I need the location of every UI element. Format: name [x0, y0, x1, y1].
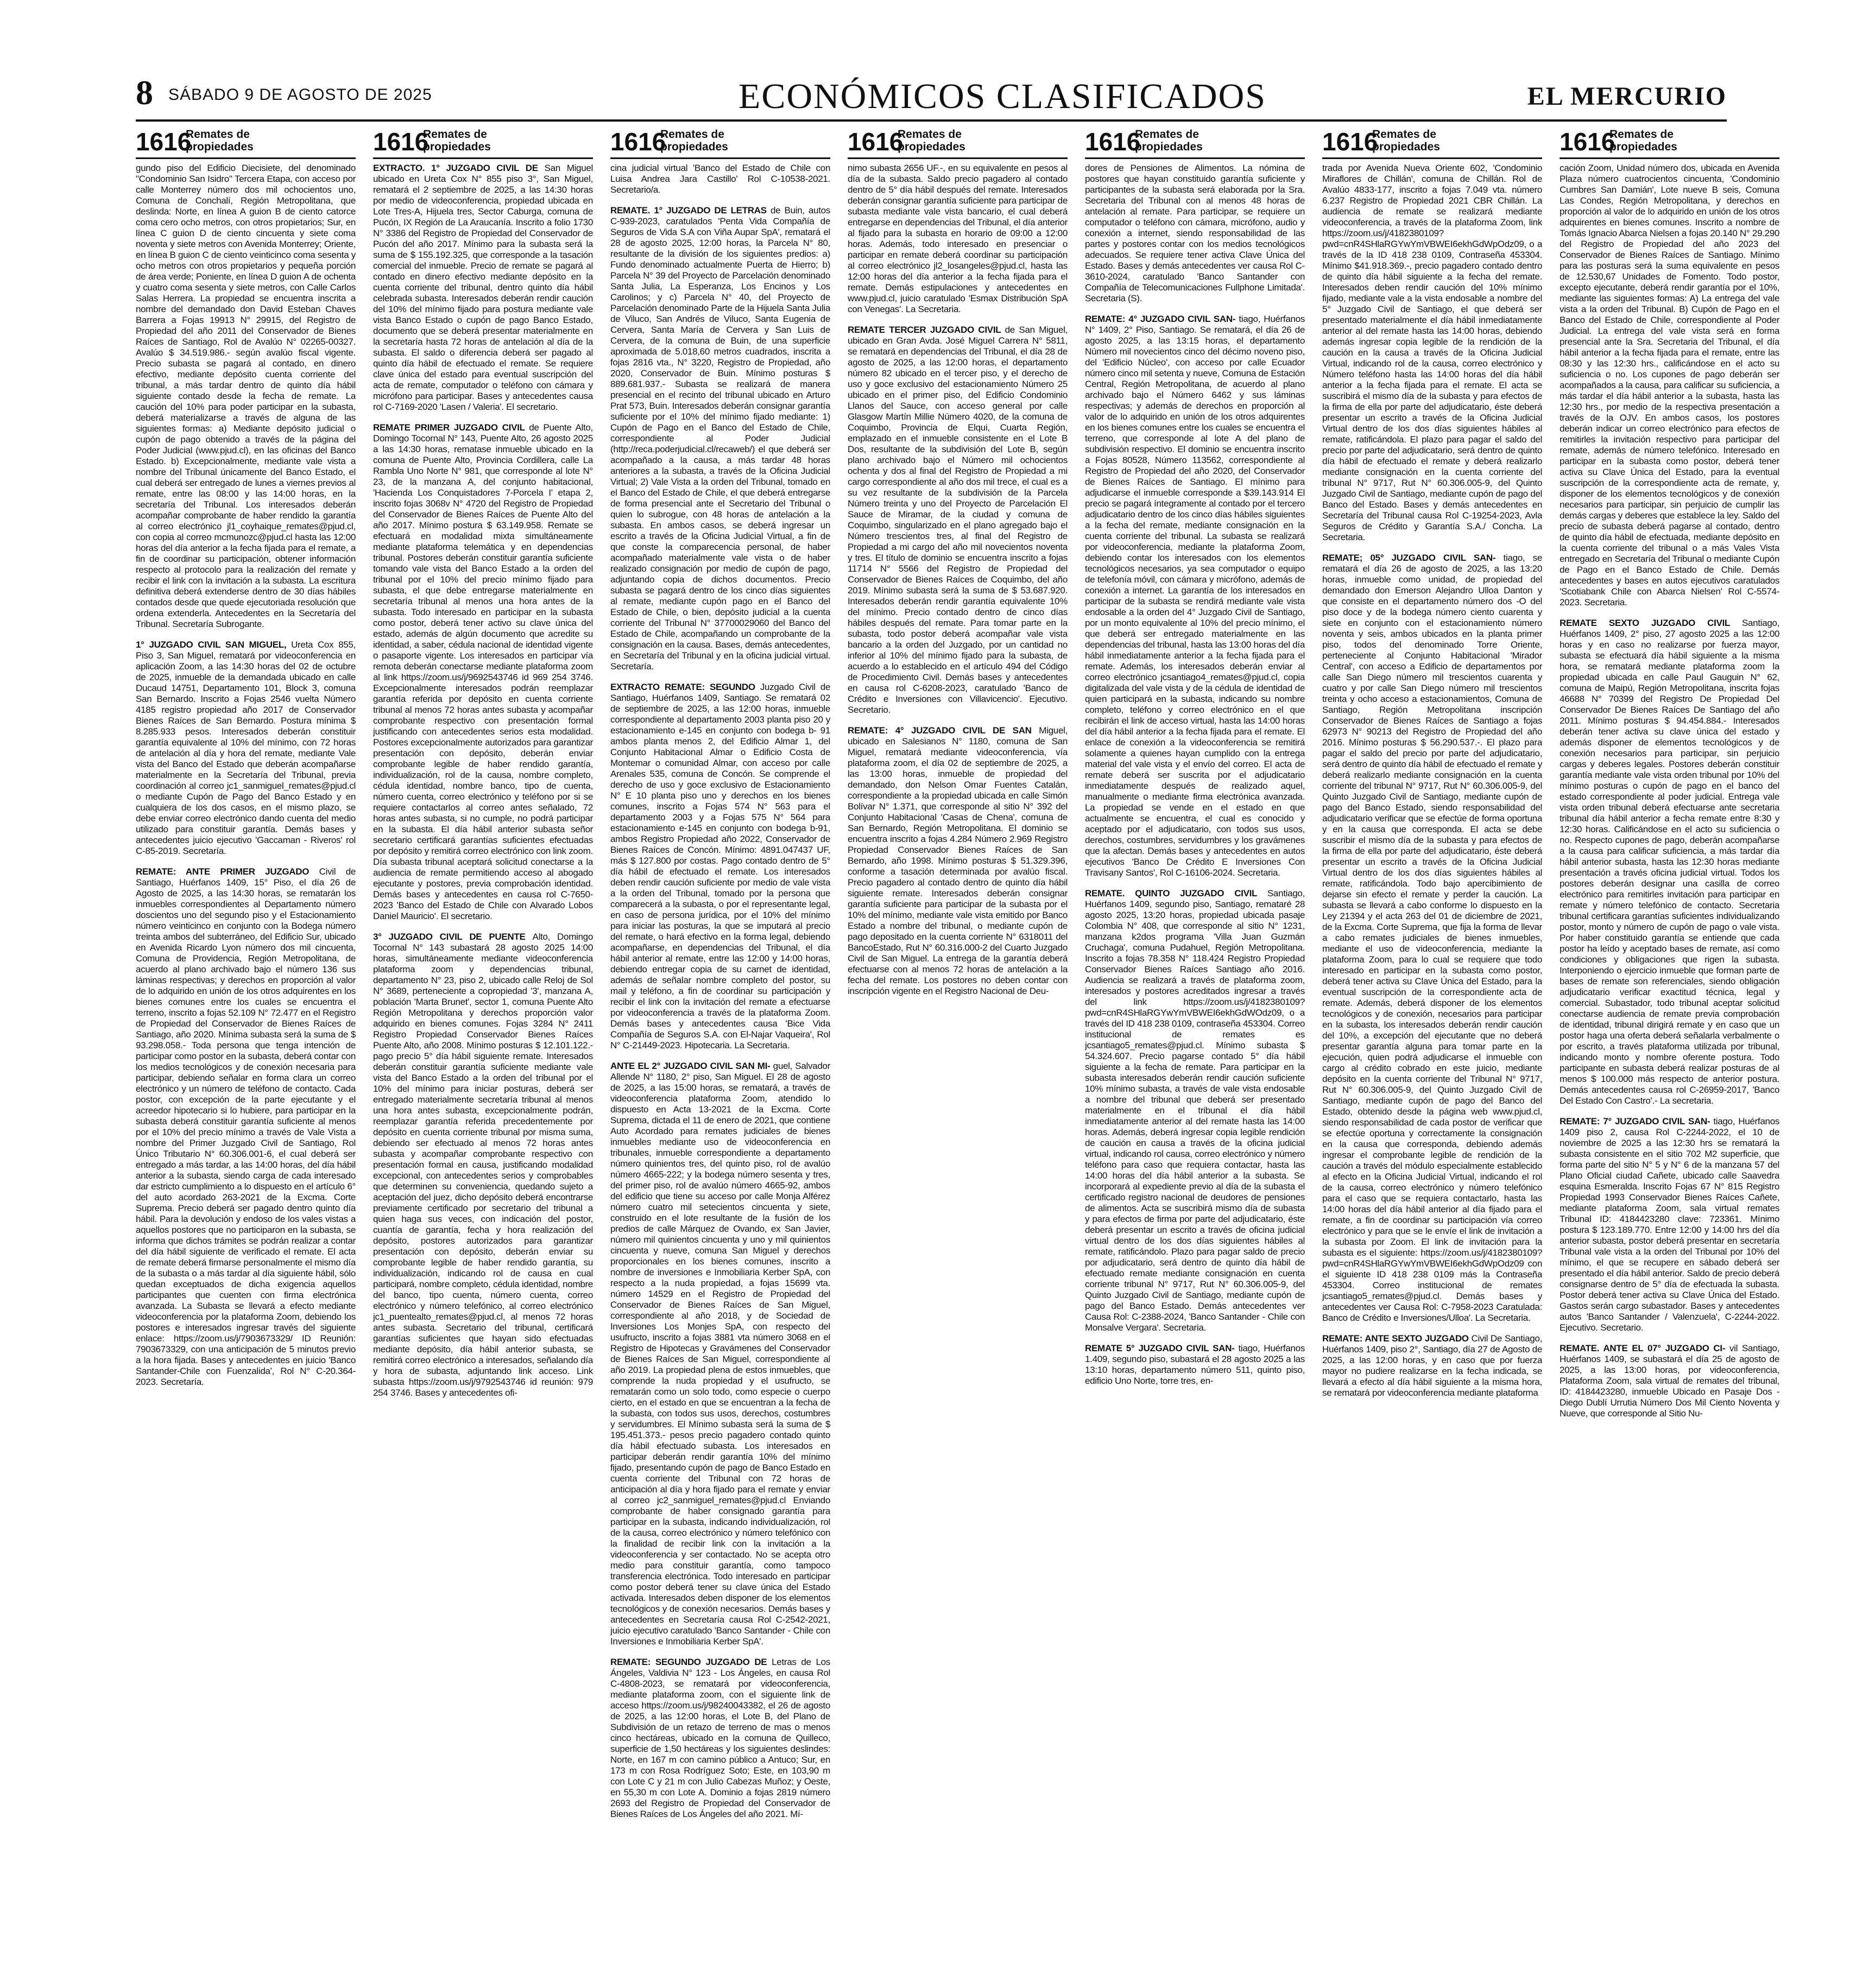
classified-notice [1560, 1116, 1779, 1333]
classified-notice [848, 725, 1068, 997]
notice-body: Santiago, Huérfanos 1409, segundo piso, Santiago, remataré 28 agosto 2025, 13:20 horas, propiedad ubicada pasaje Colombia N° 408, que corresponde al sitio N° 1231, manzana k2dos programa 'Villa Juan Guzmán Cruchaga', comuna Pudahuel, Región Metropolitana. Inscrito a fojas 78.358 N° 118.424 Registro Propiedad Conservador Bienes Raíces Santiago año 2016. Audiencia se realizará a través de plataforma zoom, interesados y postores acreditados ingresar a través del link https://zoom.us/j/4182380109?pwd=cnR4SHlaRGYwYmVBWEI6ekhGdWOdz09, o a través del ID 418 238 0109, contraseña 453304. Correo institucional de remates es jcsantiago5_remates@pjud.cl. Mínimo subasta $ 54.324.607. Precio pagarse contado 5° día hábil siguiente a la fecha de remate. Para participar en la subasta interesados deberán rendir caución suficiente 10% mínimo subasta, a través de vale vista endosable a nombre del tribunal que deberá ser presentado materialmente en el tribunal el día hábil inmediatamente anterior al del remate hasta las 14:00 horas. Además, deberá ingresar copia legible rendición de caución en causa a través de la oficina judicial virtual, indicando rol causa, correo electrónico y número teléfono para caso que requiera contactar, hasta las 14:00 horas del día hábil anterior a la subasta. Se incorporará al expediente previo al día de la subasta el certificado registro nacional de deudores de pensiones de alimentos. Acta se suscribirá mismo día de subasta y para efectos de firma por parte del adjudicatario, éste deberá presentar un escrito a través de oficina judicial virtual dentro de los dos días siguientes hábiles al remate, ratificándolo. Plazo para pagar saldo de precio por adjudicatario, será dentro de quinto día hábil de efectuado remate mediante consignación en cuenta corriente tribunal N° 9717, Rut N° 60.306.005-9, del Quinto Juzgado Civil de Santiago, mediante cupón de pago del Banco Estado. Demás antecedentes ver Causa Rol: C-2388-2024, 'Banco Santander - Chile con Monsalve Vergara'. Secretaria. [1085, 888, 1305, 1333]
masthead [136, 71, 1727, 122]
notice-body: Ureta Cox 855, Piso 3, San Miguel, rematará por videoconferencia en aplicación Zoom, a las 14:30 horas del 02 de octubre de 2025, inmueble de la demandada ubicado en calle Ducaud 14751, Departamento 101, Block 3, comuna San Bernardo. Inscrito a Fojas 2546 vuelta Número 4185 registro propiedad año 2017 de Conservador Bienes Raíces de San Bernardo. Postura mínima $ 8.285.933 pesos. Interesados deberán constituir garantía equivalente al 10% del mínimo, con 72 horas de antelación al día y hora del remate, mediante Vale vista del Banco del Estado que deberán acompañarse materialmente en la Secretaría del Tribunal, previa coordinación al correo jc1_sanmiguel_remates@pjud.cl o mediante Cupón de Pago del Banco Estado y en cualquiera de los dos casos, en el mismo plazo, se debe enviar correo electrónico dando cuenta del medio utilizado para constituir garantía. Demás bases y antecedentes juicio ejecutivo 'Gaccaman - Riveros' rol C-85-2019. Secretaría. [136, 640, 356, 856]
text-column [136, 163, 356, 1976]
notice-heading: REMATE SEXTO JUZGADO CIVIL [1560, 618, 1742, 628]
notice-heading: EXTRACTO REMATE: SEGUNDO [610, 682, 760, 692]
category-label: Remates de propiedades [423, 128, 491, 153]
section-title: ECONÓMICOS CLASIFICADOS [739, 77, 1266, 116]
classified-notice [1560, 1343, 1779, 1419]
classified-notice [136, 866, 356, 1388]
notice-body: de Puente Alto, Domingo Tocornal N° 143, Puente Alto, 26 agosto 2025 a las 14:30 horas, rematase inmueble ubicado en la comuna de Puente Alto, Provincia Cordillera, calle La Rambla Uno Norte N° 981, que corresponde al lote N° 23, de la manzana A, del conjunto habitacional, 'Hacienda Los Conquistadores 7-Porcela I' etapa 2, inscrito fojas 3068v N° 4720 del Registro de Propiedad del Conservador de Bienes Raíces de Puente Alto del año 2017. Mínimo postura $ 63.149.958. Remate se efectuará en modalidad mixta simultáneamente mediante plataforma telemática y en dependencias tribunal. Postores deberán constituir garantía suficiente tomando vale vista del Banco Estado a la orden del tribunal por el 10% del precio mínimo fijado para subasta, el que debe entregarse materialmente en secretaría tribunal al menos una hora antes de la subasta. Todo interesado en participar en la subasta como postor, deberá tener activo su clave única del estado, además de algún documento que acredite su identidad, a saber, cédula nacional de identidad vigente o pasaporte vigente. Los interesados en participar vía remota deberán conectarse mediante plataforma zoom al link https://zoom.us/j/9692543746 id 969 254 3746. Excepcionalmente interesados podrán reemplazar garantía referida por depósito en cuenta corriente tribunal al menos 72 horas antes subasta y acompañar comprobante respectivo con presentación formal justificando con antecedentes serios esta modalidad. Postores excepcionalmente autorizados para garantizar presentación con depósito, deberán enviar comprobante legible de haber rendido garantía, individualización, rol de la causa, nombre completo, cédula identidad, nombre banco, tipo de cuenta, número cuenta, correo electrónico y teléfono por si se requiere contactarlos al correo antes señalado, 72 horas antes subasta, si no cumple, no podrá participar en la subasta. El día hábil anterior subasta señor secretario certificará garantías suficientes efectuadas por depósito y remitirá correo electrónico con link zoom. Día subasta tribunal aceptará solicitud conectarse a la audiencia de remate permitiendo acceso al abogado ejecutante y postores, previa comprobación identidad. Demás bases y antecedentes en causa rol C-7650-2023 'Banco del Estado de Chile con Alvarado Lobos Daniel Mauricio'. El secretario. [373, 422, 593, 921]
classified-notice [1560, 163, 1779, 608]
text-column [373, 163, 593, 1976]
column-header [1560, 126, 1779, 159]
column-header [373, 126, 593, 159]
notice-body: Juzgado Civil de Santiago, Huérfanos 1409, Santiago. Se rematará 02 de septiembre de 2025, a las 12:00 horas, inmueble correspondiente al departamento 2003 planta piso 20 y estacionamiento e-145 en conjunto con bodega b- 91 ambos planta menos 2, del Edificio Almar 1, del Conjunto Habitacional Almar o Edificio Costa de Montemar o comunidad Almar, con acceso por calle Arenales 535, comuna de Concón. Se comprende el derecho de uso y goce exclusivo de Estacionamiento N° E 10 planta piso uno y derechos en los bienes comunes, inscrito a Fojas 574 N° 563 para el departamento 2003 y a Fojas 575 N° 564 para estacionamiento e-145 en conjunto con bodega b-91, ambos Registro Propiedad año 2022, Conservador de Bienes Raíces de Concón. Mínimo: 4891.047437 UF, más $ 127.800 por costas. Pago contado dentro de 5° día hábil de efectuado el remate. Los interesados deben rendir caución suficiente por medio de vale vista a la orden del Tribunal, tomado por la persona que comparecerá a la subasta, o por el representante legal, en caso de persona jurídica, por el 10% del mínimo para iniciar las posturas, la que se imputará al precio del remate, o hará efectivo en la forma legal, debiendo acompañarse, en dependencias del Tribunal, el día hábil anterior al remate, entre las 12:00 y 14:00 horas, debiendo entregar copia de su carnet de identidad, además de señalar nombre completo del postor, su mail y teléfono, a fin de coordinar su participación y recibir el link con la invitación del remate a efectuarse por videoconferencia a través de la plataforma Zoom. Demás bases y antecedentes causa 'Bice Vida Compañía de Seguros S.A. con El-Najar Vaqueira', Rol N° C-21449-2023. Hipotecaria. La Secretaria. [610, 682, 830, 1050]
classified-notice [373, 163, 593, 413]
category-code: 1616 [1322, 128, 1378, 156]
text-column [1085, 163, 1305, 1976]
notice-heading: REMATE: 7° JUZGADO CIVIL SAN- [1560, 1116, 1714, 1126]
notice-body: Miguel, ubicado en Salesianos N° 1180, comuna de San Miguel, rematará mediante videoconferencia, vía plataforma zoom, el día 02 de septiembre de 2025, a las 13:00 horas, inmueble de propiedad del demandado, don Nelson Omar Fuentes Catalán, correspondiente a la propiedad ubicada en calle Simón Bolívar N° 1.371, que corresponde al sitio N° 392 del Conjunto Habitacional 'Casas de Chena', comuna de San Bernardo, Región Metropolitana. El dominio se encuentra inscrito a fojas 4.284 Número 2.969 Registro Propiedad Conservador Bienes Raíces de San Bernardo, año 1998. Mínimo posturas $ 51.329.396, conforme a tasación determinada por avalúo fiscal. Precio pagadero al contado dentro de quinto día hábil siguiente remate. Interesados deberán consignar garantía suficiente para participar de la subasta por el 10% del mínimo, mediante vale vista emitido por Banco Estado a nombre del tribunal, o mediante cupón de pago depositado en la cuenta corriente N° 6318011 del BancoEstado, Rut N° 60.316.000-2 del Cuarto Juzgado Civil de San Miguel. La entrega de la garantía deberá efectuarse con al menos 72 horas de antelación a la fecha del remate. Los postores no deben contar con inscripción vigente en el Registro Nacional de Deu- [848, 725, 1068, 996]
notice-body: tiago, Huérfanos N° 1409, 2° Piso, Santiago. Se rematará, el día 26 de agosto 2025, a las 13:15 horas, el departamento Número mil novecientos cinco del décimo noveno piso, del 'Edificio Núcleo', con acceso por calle Ecuador número cinco mil setenta y nueve, Comuna de Estación Central, Región Metropolitana, de acuerdo al plano archivado bajo el Número 6462 y sus láminas respectivas; y además de derechos en proporción al valor de lo adquirido en unión de los otros adquirentes en los bienes comunes entre los cuales se encuentra el terreno, que corresponde al lote A del plano de subdivisión respectivo. El dominio se encuentra inscrito a Fojas 80528, Número 113562, correspondiente al Registro de Propiedad del año 2020, del Conservador de Bienes Raíces de Santiago. El mínimo para adjudicarse el inmueble corresponde a $39.143.914 El precio se pagará íntegramente al contado por el tercero adjudicatario dentro de los cinco días hábiles siguientes a la fecha del remate, mediante consignación en la cuenta corriente del tribunal. La subasta se realizará por videoconferencia, mediante la plataforma Zoom, debiendo contar los interesados con los elementos tecnológicos necesarios, ya sea computador o equipo de telefonía móvil, con cámara y micrófono, además de conexión a internet. La garantía de los interesados en participar de la subasta se rendirá mediante vale vista endosable a la orden del 4° Juzgado Civil de Santiago, por un monto equivalente al 10% del precio mínimo, el que deberá ser entregado materialmente en las dependencias del tribunal, hasta las 13:00 horas del día hábil inmediatamente anterior a la fecha fijada para el remate. Además, los interesados deberán enviar al correo electrónico jcsantiago4_remates@pjud.cl, copia digitalizada del vale vista y de la cédula de identidad de quien participará en la subasta, indicando su nombre completo, teléfono y correo electrónico en el que recibirán el link de acceso virtual, hasta las 14:00 horas del día hábil anterior a la fecha fijada para el remate. El enlace de conexión a la videoconferencia se remitirá solamente a quienes hayan cumplido con la entrega material del vale vista y el envío del correo. El acta de remate deberá ser suscrita por el adjudicatario inmediatamente después de realizado aquel, manualmente o mediante firma electrónica avanzada. La propiedad se vende en el estado en que actualmente se encuentra, el cual es conocido y aceptado por el adjudicatario, con todos sus usos, derechos, costumbres, servidumbres y los gravámenes que la afectan. Demás bases y antecedentes en autos ejecutivos 'Banco De Crédito E Inversiones Con Travisany Santos', Rol C-16106-2024. Secretaria. [1085, 314, 1305, 878]
category-code: 1616 [610, 128, 666, 156]
notice-heading: REMATE PRIMER JUZGADO CIVIL [373, 422, 529, 433]
classified-notice [610, 682, 830, 1051]
classified-notice [373, 932, 593, 1398]
notice-body: tiago, Huérfanos 1.409, segundo piso, subastará el 28 agosto 2025 a las 13:10 horas, departamento número 511, quinto piso, edificio Uno Norte, torre tres, en- [1085, 1343, 1305, 1386]
classified-notice [848, 325, 1068, 716]
notice-body: Civil De Santiago, Huérfanos 1409, piso 2°, Santiago, día 27 de Agosto de 2025, a las 12:00 horas, y en caso que por fuerza mayor no pudiere realizarse en la fecha indicada, se llevará a efecto al día hábil siguiente a la misma hora, se rematará por videoconferencia mediante plataforma [1322, 1333, 1542, 1398]
classified-notice [1560, 618, 1779, 1106]
category-label: Remates de propiedades [186, 128, 254, 153]
notice-body: nimo subasta 2656 UF.-, en su equivalente en pesos al día de la subasta. Saldo precio pagadero al contado dentro de 5° día hábil después del remate. Interesados deberán consignar garantía suficiente para participar de subasta mediante vale vista bancario, el cual deberá entregarse en dependencias del Tribunal, el día anterior al fijado para la subasta en horario de 09:00 a 12:00 horas. Además, todo interesado en presenciar o participar en remate deberá coordinar su participación al correo electrónico jl2_losangeles@pjud.cl, hasta las 12:00 horas del día anterior a la fecha fijada para el remate. Demás estipulaciones y antecedentes en www.pjud.cl, juicio caratulado 'Esmax Distribución SpA con Venegas'. La Secretaria. [848, 163, 1068, 314]
notice-heading: REMATE: SEGUNDO JUZGADO DE [610, 1657, 772, 1667]
column-header [848, 126, 1068, 159]
page-number: 8 [136, 73, 153, 112]
category-label: Remates de propiedades [1372, 128, 1440, 153]
notice-body: dores de Pensiones de Alimentos. La nómina de postores que hayan constituido garantía suficiente y participantes de la subasta será elaborada por la Sra. Secretaria del Tribunal con al menos 48 horas de antelación al remate. Para participar, se requiere un computador o teléfono con cámara, micrófono, audio y conexión a internet, siendo responsabilidad de las partes y postores contar con los medios tecnológicos adecuados. Se requiere tener activa Clave Única del Estado. Bases y demás antecedentes ver causa Rol C-3610-2024, caratulado 'Banco Santander con Compañía de Telecomunicaciones Fullphone Limitada'. Secretaria (S). [1085, 163, 1305, 303]
notice-heading: REMATE TERCER JUZGADO CIVIL [848, 325, 1005, 335]
notice-body: tiago, se rematará el día 26 de agosto de 2025, a las 13:20 horas, inmueble como unidad, de propiedad del demandado don Emerson Alejandro Ulloa Danton y que consiste en el departamento número dos -O del piso doce y de la bodega número ciento cuarenta y siete en conjunto con el estacionamiento número noventa y seis, ambos ubicados en la planta primer piso, todos del denominado Torre Oriente, perteneciente al Conjunto Habitacional 'Mirador Central', con acceso a Edificio de departamentos por calle San Diego número mil trescientos cuarenta y cuatro y por calle San Diego número mil trescientos treinta y ocho acceso a estacionamientos, Comuna de Santiago, Región Metropolitana inscripción Conservador de Bienes Raíces de Santiago a fojas 62973 N° 90213 del Registro de Propiedad del año 2016. Mínimo posturas $ 56.290.537.-. El plazo para pagar el saldo del precio por parte del adjudicatario, será dentro de quinto día hábil de efectuado el remate y deberá realizarlo mediante consignación en la cuenta corriente del tribunal N° 9717, Rut N° 60.306.005-9, del Quinto Juzgado Civil de Santiago, mediante cupón de pago del Banco Estado, siendo responsabilidad del adjudicatario verificar que se efectúe de forma oportuna y en la causa que corresponda. El acta se debe suscribir el mismo día de la subasta y para efectos de la firma de ella por parte del adjudicatario, éste deberá presentar un escrito a través de la Oficina Judicial Virtual dentro de los dos días siguientes hábiles al remate, ratificándola. Todo bajo apercibimiento de dejarse sin efecto el remate y perder la caución. La subasta se llevará a cabo conforme lo dispuesto en la Ley 21394 y el acta 263 del 01 de diciembre de 2021, de la Excma. Corte Suprema, que fija la forma de llevar a cabo remates judiciales de bienes inmuebles, mediante el uso de videoconferencia, mediante la plataforma Zoom, para lo cual se requiere que todo interesado en participar en la subasta como postor, deberá tener activa su Clave Única del Estado, para la eventual suscripción de la correspondiente acta de remate. Además, deberá disponer de los elementos tecnológicos y de conexión, necesarios para participar en la subasta, los interesados deberán rendir caución del 10%, a excepción del ejecutante que no deberá presentar garantía alguna para tomar parte en la ejecución, quien podrá adjudicarse el inmueble con cargo al crédito cobrado en este juicio, mediante depósito en la cuenta corriente del Tribunal N° 9717, Rut N° 60.306.005-9, del Quinto Juzgado Civil de Santiago, mediante cupón de pago del Banco del Estado, obtenido desde la página web www.pjud.cl, siendo responsabilidad de cada postor de verificar que se efectúe oportuna y correctamente la consignación en la causa que corresponda, debiendo además ingresar el comprobante legible de rendición de la caución a través del módulo especialmente establecido al efecto en la Oficina Judicial Virtual, indicando el rol de la causa, correo electrónico y número telefónico para el caso que se requiera contactarlo, hasta las 14:00 horas del día hábil anterior al día fijado para el remate, a fin de coordinar su participación vía correo electrónico y para que se le envíe el link de invitación a la subasta por Zoom. El link de invitación para la subasta es el siguiente: https://zoom.us/j/4182380109?pwd=cnR4SHlaRGYwYmVBWEI6ekhGdWpOdz09 con el siguiente ID 418 238 0109 más la Contraseña 453304. Correo institucional de remates jcsantiago5_remates@pjud.cl. Demás bases y antecedentes ver Causa Rol: C-7958-2023 Caratulada: Banco de Crédito e Inversiones/Ulloa'. La Secretaria. [1322, 553, 1542, 1323]
classified-notice [1322, 553, 1542, 1324]
category-label: Remates de propiedades [660, 128, 728, 153]
category-code: 1616 [136, 128, 192, 156]
text-column [848, 163, 1068, 1976]
notice-body: de Buin, autos C-939-2023, caratulados 'Penta Vida Compañía de Seguros de Vida S.A con Viña Aupar SpA', rematará el 28 de agosto 2025, 12:00 horas, la Parcela N° 80, resultante de la división de los siguientes predios: a) Fundo denominado actualmente Puerta de Hierro; b) Parcela N° 39 del Proyecto de Parcelación denominado Santa Julia, La Esperanza, Los Encinos y Los Carolinos; y c) Parcela N° 40, del Proyecto de Parcelación denominado Parte de la Hijuela Santa Julia de Viluco, San Andrés de Viluco, Santa Eugenia de Cervera, Santa María de Cervera y San Luis de Cervera, de la comuna de Buin, de una superficie aproximada de 5.018,60 metros cuadrados, inscrita a fojas 2816 vta., N° 3220, Registro de Propiedad, año 2020, Conservador de Buin. Mínimo posturas $ 889.681.937.- Subasta se realizará de manera presencial en el recinto del tribunal ubicado en Arturo Prat 573, Buin. Interesados deberán consignar garantía suficiente por el 10% del mínimo fijado mediante: 1) Cupón de Pago en el Banco del Estado de Chile, correspondiente al Poder Judicial (http://reca.poderjudicial.cl/recaweb/) el que deberá ser acompañado a la causa, a más tardar 48 horas anteriores a la subasta, a través de la Oficina Judicial Virtual; 2) Vale Vista a la orden del Tribunal, tomado en el Banco del Estado de Chile, el que deberá entregarse de forma presencial ante el Secretario del Tribunal o quien lo subrogue, con 48 horas de antelación a la subasta. En ambos casos, se deberá ingresar un escrito a través de la Oficina Judicial Virtual, a fin de que conste la comparecencia personal, de haber acompañado materialmente vale vista o de haber realizado consignación por medio de cupón de pago, adjuntando copia de dichos documentos. Precio subasta se pagará dentro de los cinco días siguientes al remate, mediante cupón pago en el Banco del Estado de Chile, o bien, depósito judicial a la cuenta corriente del Tribunal N° 37700029060 del Banco del Estado de Chile, acompañando un comprobante de la consignación en la causa. Bases, demás antecedentes, en Secretaría del Tribunal y en la oficina judicial virtual. Secretaría. [610, 205, 830, 672]
column-header [136, 126, 356, 159]
notice-body: cación Zoom, Unidad número dos, ubicada en Avenida Plaza número cuatrocientos cincuenta, 'Condominio Cumbres San Damián', Lote nueve B seis, Comuna Las Condes, Región Metropolitana, y derechos en proporción al valor de lo adquirido en unión de los otros adquirentes en bienes comunes. Inscrito a nombre de Tomás Ignacio Abarca Nielsen a fojas 20.140 N° 29.290 del Registro de Propiedad del año 2023 del Conservador de Bienes Raíces de Santiago. Mínimo para las posturas será la suma equivalente en pesos de 12.530,67 Unidades de Fomento. Todo postor, excepto ejecutante, deberá rendir garantía por el 10%, mediante las siguientes formas: A) La entrega del vale vista a la orden del Tribunal. B) Cupón de Pago en el Banco del Estado de Chile, correspondiente al Poder Judicial. La entrega del vale vista será en forma presencial ante la Sra. Secretaria del Tribunal, el día hábil anterior a la fecha fijada para el remate, entre las 08:30 y las 12:30 hrs., calificándose en el acto su suficiencia o no. Los cupones de pago deberán ser acompañados a la causa, para calificar su suficiencia, a más tardar el día hábil anterior a la subasta, hasta las 12:30 hrs., por medio de la respectiva presentación a través de la OJV. En ambos casos, los postores deberán indicar un correo electrónico para efectos de remitirles la invitación respectivo para participar del remate, además de número telefónico. Interesado en participar en la subasta como postor, deberá tener activa su Clave Única del Estado, para la eventual suscripción de la correspondiente acta de remate, y, disponer de los elementos tecnológicos y de conexión necesarios para participar, sin perjuicio de cumplir las demás cargas y deberes que establece la ley. Saldo del precio de subasta deberá pagarse al contado, dentro de quinto día hábil de efectuada, mediante depósito en la cuenta corriente del tribunal o a más Vales Vista entregado en Secretaría del Tribunal o mediante Cupón de Pago en el Banco Estado de Chile. Demás antecedentes y bases en autos ejecutivos caratulados 'Scotiabank Chile con Abarca Nielsen' Rol C-5574-2023. Secretaria. [1560, 163, 1779, 607]
category-code: 1616 [1560, 128, 1615, 156]
category-label: Remates de propiedades [1609, 128, 1677, 153]
notice-heading: REMATE 5° JUZGADO CIVIL SAN- [1085, 1343, 1239, 1353]
category-code: 1616 [1085, 128, 1141, 156]
notice-body: gundo piso del Edificio Diecisiete, del denominado "Condominio San Isidro" Tercera Etapa, con acceso por calle Monterrey número dos mil ochocientos uno, Comuna de Conchalí, Región Metropolitana, que deslinda: Norte, en línea A guion B de ciento catorce coma cero ocho metros, con otros propietarios; Sur, en línea C guion D de ciento cincuenta y siete coma noventa y siete metros con Avenida Monterrey; Oriente, en línea B guion C de ciento veinticinco coma sesenta y ocho metros con otros propietarios y pequeña porción de área verde; Poniente, en línea D guion A de ochenta y cuatro coma sesenta y siete metros, con Calle Carlos Salas Herrera. La propiedad se encuentra inscrita a nombre del demandado don David Esteban Chaves Barrera a Fojas 19913 N° 29915, del Registro de Propiedad del año 2011 del Conservador de Bienes Raíces de Santiago, Rol de Avalúo N° 02265-00327. Avalúo $ 34.519.986.- según avalúo fiscal vigente. Precio subasta se pagará al contado, en dinero efectivo, mediante depósito cuenta corriente del tribunal, a más tardar dentro de quinto día hábil siguiente contado desde la fecha de remate. La caución del 10% para poder participar en la subasta, deberá materializarse a través de alguna de las siguientes formas: a) Mediante depósito judicial o cupón de pago obtenido a través de la página del Poder Judicial (www.pjud.cl), en las oficinas del Banco Estado. b) Excepcionalmente, mediante vale vista a nombre del Tribunal únicamente del Banco Estado, el cual deberá ser entregado de lunes a viernes previos al remate, entre las 08:00 y las 14:00 horas, en la secretaría del Tribunal. Los interesados deberán acompañar comprobante de haber rendido la garantía al correo electrónico jl1_coyhaique_remates@pjud.cl, con copia al correo mcmunozc@pjud.cl hasta las 12:00 horas del día anterior a la fecha fijada para el remate, a fin de coordinar su participación, obtener información respecto al protocolo para la realización del remate y recibir el link con la invitación a la subasta. La escritura definitiva deberá extenderse dentro de 30 días hábiles contados desde que quede ejecutoriada resolución que ordena extenderla. Antecedentes en la Secretaría del Tribunal. Secretaría Subrogante. [136, 163, 356, 629]
classified-notice [1085, 1343, 1305, 1386]
classified-notice [610, 163, 830, 195]
classified-columns [136, 163, 1779, 1976]
classified-notice [1085, 163, 1305, 304]
notice-heading: 3° JUZGADO CIVIL DE PUENTE [373, 932, 533, 942]
notice-heading: 1° JUZGADO CIVIL SAN MIGUEL, [136, 640, 292, 650]
notice-heading: EXTRACTO. 1° JUZGADO CIVIL DE [373, 163, 545, 173]
column-header [610, 126, 830, 159]
category-label: Remates de propiedades [898, 128, 965, 153]
notice-heading: REMATE: 4° JUZGADO CIVIL DE SAN [848, 725, 1039, 736]
notice-body: Alto, Domingo Tocornal N° 143 subastará 28 agosto 2025 14:00 horas, simultáneamente mediante videoconferencia plataforma zoom y dependencias tribunal, departamento N° 23, piso 2, ubicado calle Reloj de Sol N° 3689, perteneciente a copropiedad '3', manzana A, población 'Marta Brunet', sector 1, comuna Puente Alto Región Metropolitana y derechos proporción valor adquirido en bienes comunes. Fojas 3284 N° 2411 Registro Propiedad Conservador Bienes Raíces Puente Alto, año 2008. Mínimo posturas $ 12.101.122.- pago precio 5° día hábil siguiente remate. Interesados deberán constituir garantía suficiente mediante vale vista del Banco Estado a la orden del tribunal por el 10% del mínimo para iniciar posturas, deberá ser entregado materialmente secretaría tribunal al menos una hora antes subasta, excepcionalmente podrán, reemplazar garantía referida precedentemente por depósito en cuenta corriente tribunal por misma suma, debiendo ser efectuado al menos 72 horas antes subasta y acompañar comprobante respectivo con presentación formal en causa, justificando modalidad excepcional, con antecedentes serios y comprobables que determinen su conveniencia, quedando sujeto a aceptación del juez, dicho depósito deberá encontrarse previamente certificado por secretario del tribunal a quien haga sus veces, con indicación del postor, cuantía de garantía, fecha y hora realización del depósito, postores autorizados para garantizar presentación con depósito, deberán enviar su comprobante legible de haber rendido garantía, su individualización, indicando rol de causa en cual participará, nombre completo, cédula identidad, nombre del banco, tipo cuenta, número cuenta, correo electrónico y número telefónico, al correo electrónico jc1_puentealto_remates@pjud.cl, al menos 72 horas antes subasta. Secretario del tribunal, certificará garantías suficientes que hayan sido efectuadas mediante depósito, día hábil anterior subasta, se remitirá correo electrónico a interesados, señalando día y hora de subasta, adjuntando link acceso. Link subasta https://zoom.us/j/9792543746 id reunión: 979 254 3746. Bases y antecedentes ofi- [373, 932, 593, 1398]
classified-notice [610, 1061, 830, 1647]
notice-body: trada por Avenida Nueva Oriente 602, 'Condominio Miraflores de Chillán', comuna de Chillán. Rol de Avalúo 4833-177, inscrito a fojas 7.049 vta. número 6.237 Registro de Propiedad 2021 CBR Chillán. La audiencia de remate se realizará mediante videoconferencia, a través de la plataforma Zoom, link https://zoom.us/j/4182380109?pwd=cnR4SHlaRGYwYmVBWEI6ekhGdWpOdz09, o a través de la ID 418 238 0109, Contraseña 453304. Mínimo $41.918.369.-, precio pagadero contado dentro de quinto día hábil siguiente a la fecha del remate. Interesados deben rendir caución del 10% mínimo fijado, mediante vale a la vista endosable a nombre del 5° Juzgado Civil de Santiago, el que deberá ser presentado materialmente el día hábil inmediatamente anterior al del remate hasta las 14:00 horas, debiendo además ingresar copia legible de la rendición de la caución en la causa a través de la Oficina Judicial Virtual, indicando rol de la causa, correo electrónico y Número teléfono hasta las 14:00 horas del día hábil anterior a la fecha fijada para el remate. El acta se suscribirá el mismo día de la subasta y para efectos de la firma de ella por parte del adjudicatario, éste deberá presentar un escrito a través de la Oficina Judicial Virtual dentro de los dos días siguientes hábiles al remate, ratificándola. El plazo para pagar el saldo del precio por parte del adjudicatario, será dentro de quinto día hábil de efectuado el remate y deberá realizarlo mediante consignación en la cuenta corriente del tribunal N° 9717, Rut N° 60.306.005-9, del Quinto Juzgado Civil de Santiago, mediante cupón de pago del Banco del Estado. Bases y demás antecedentes en Secretaría del Tribunal causa Rol C-19254-2023, Avla Seguros de Crédito y Garantía S.A./ Concha. La Secretaria. [1322, 163, 1542, 542]
classified-notice [1085, 314, 1305, 878]
classified-notice [136, 640, 356, 857]
newspaper-name: EL MERCURIO [1527, 82, 1727, 111]
notice-heading: REMATE. 1° JUZGADO DE LETRAS [610, 205, 771, 216]
issue-date: SÁBADO 9 DE AGOSTO DE 2025 [168, 86, 432, 104]
notice-body: San Miguel ubicado en Ureta Cox N° 855 piso 3°, San Miguel, rematará el 2 septiembre de 2025, a las 14:30 horas por medio de videoconferencia, propiedad ubicada en Lote Tres-A, Hijuela tres, Sector Caburga, comuna de Pucón, IX Región de La Araucanía. Inscrito a folio 1730 N° 3386 del Registro de Propiedad del Conservador de Pucón del año 2017. Mínimo para la subasta será la suma de $ 155.192.325, que corresponde a la tasación comercial del inmueble. Precio de remate se pagará al contado en dinero efectivo mediante depósito en la cuenta corriente del tribunal, dentro quinto día hábil celebrada subasta. Interesados deberán rendir caución del 10% del mínimo fijado para postura mediante vale vista Banco Estado o cupón de pago Banco Estado, documento que se deberá presentar materialmente en la secretaría hasta 72 horas de antelación al día de la subasta. El saldo o diferencia deberá ser pagado al quinto día hábil de efectuado el remate. Se requiere clave única del estado para eventual suscripción del acta de remate, computador o teléfono con cámara y micrófono para participar. Bases y antecedentes causa rol C-7169-2020 'Lasen / Valeria'. El secretario. [373, 163, 593, 412]
category-label: Remates de propiedades [1135, 128, 1203, 153]
column-headers [136, 126, 1727, 159]
classified-notice [1322, 163, 1542, 543]
notice-body: cina judicial virtual 'Banco del Estado de Chile con Luisa Andrea Jara Castillo' Rol C-10538-2021. Secretario/a. [610, 163, 830, 195]
notice-heading: REMATE. ANTE EL 07° JUZGADO CI- [1560, 1343, 1730, 1353]
text-column [1560, 163, 1779, 1976]
notice-body: de San Miguel, ubicado en Gran Avda. José Miguel Carrera N° 5811, se rematará en dependencias del Tribunal, el día 28 de agosto de 2025, a las 12:00 horas, el departamento número 82 ubicado en el tercer piso, y el derecho de uso y goce exclusivo del estacionamiento Número 25 ubicado en el primer piso, del Edificio Condominio Llanos del Sauce, con acceso general por calle Glasgow Martín Millie Número 4020, de la comuna de Coquimbo, Provincia de Elqui, Cuarta Región, emplazado en el inmueble consistente en el Lote B Dos, resultante de la subdivisión del Lote B, según plano archivado bajo el Número mil ochocientos ochenta y dos al final del Registro de Propiedad a mi cargo correspondiente al año dos mil trece, el cual es a su vez resultante de la subdivisión de la Parcela Número treinta y uno del Proyecto de Parcelación El Sauce de Miramar, de la ciudad y comuna de Coquimbo, singularizado en el plano agregado bajo el Número trescientos tres, al final del Registro de Propiedad a mi cargo del año mil novecientos noventa y tres. El título de dominio se encuentra inscrito a fojas 11714 N° 5566 del Registro de Propiedad del Conservador de Bienes Raíces de Coquimbo, del año 2019. Mínimo subasta será la suma de $ 53.687.920. Interesados deberán rendir garantía equivalente 10% del mínimo. Precio contado dentro de cinco días hábiles después del remate. Para tomar parte en la subasta, todo postor deberá acompañar vale vista bancario a la orden del Juzgado, por un cantidad no inferior al 10% del mínimo fijado para la subasta, de acuerdo a lo establecido en el artículo 494 del Código de Procedimiento Civil. Demás bases y antecedentes en causa rol C-6208-2023, caratulado 'Banco de Crédito e Inversiones con Villavicencio'. Ejecutivo. Secretario. [848, 325, 1068, 715]
notice-heading: REMATE: ANTE SEXTO JUZGADO [1322, 1333, 1472, 1344]
notice-body: Santiago, Huérfanos 1409, 2° piso, 27 agosto 2025 a las 12:00 horas y en caso no realizarse por fuerza mayor, subasta se efectuará día hábil siguiente a la misma hora, se rematará mediante plataforma zoom la propiedad ubicada en calle Paul Gauguin N° 62, comuna de Maipú, Región Metropolitana, inscrita fojas 46688 N° 70399 del Registro De Propiedad Del Conservador De Bienes Raíces De Santiago del año 2011. Mínimo posturas $ 94.454.884.- Interesados deberán tener activa su clave única del estado y además disponer de elementos tecnológicos y de conexión necesarios para participar, sin perjuicio cargas y deberes legales. Postores deberán constituir garantía mediante vale vista orden tribunal por 10% del mínimo posturas o cupón de pago en el banco del estado correspondiente al poder judicial. Entrega vale vista orden tribunal deberá efectuarse ante secretaria tribunal día hábil anterior a fecha remate entre 8:30 y 12:30 horas. Calificándose en el acto su suficiencia o no. Respecto cupones de pago, deberán acompañarse a la causa para calificar suficiencia, a más tardar día hábil anterior subasta, hasta las 12:30 horas mediante presentación a través oficina judicial virtual. Todos los postores deberán designar una casilla de correo electrónico para remitirles invitación para participar en remate y número telefónico de contacto. Secretaria tribunal certificara garantías suficientes individualizando postor, monto y número de cupón de pago o vale vista. Por haber constituido garantía se entiende que cada postor ha leído y aceptado bases de remate, así como condiciones y obligaciones que rigen la subasta. Interponiendo o ejercicio inmueble que forman parte de bases de remate son referenciales, siendo obligación adjudicatario verificar exactitud técnica, legal y comercial. Subastador, todo tribunal aceptar solicitud conectarse audiencia de remate previa comprobación de identidad, tribunal dirigirá remate y en caso que un postor haga una oferta deberá señalarla verbalmente o por escrito, a través plataforma utilizada por tribunal, indicando monto y nombre oferente postura. Todo participante en subasta deberá realizar posturas de al menos $ 100.000 más respecto de anterior postura. Demás antecedentes causa rol C-26959-2017, 'Banco Del Estado Con Castro'.- La secretaria. [1560, 618, 1779, 1106]
notice-body: tiago, Huérfanos 1409 piso 2, causa Rol C-2244-2022, el 10 de noviembre de 2025 a las 12:30 hrs se rematará la subasta consistente en el sitio 702 M2 superficie, que forma parte del sitio N° 5 y N° 6 de la manzana 57 del Plano Oficial ciudad Cañete, ubicado calle Saavedra esquina Esmeralda. Inscrito Fojas 67 N° 815 Registro Propiedad 1993 Conservador Bienes Raíces Cañete, mediante plataforma Zoom, sala virtual remates Tribunal ID: 4184423280 clave: 723361. Mínimo postura $ 123.189.770. Entre 12:00 y 14:00 hrs del día anterior subasta, postor deberá presentar en secretaría Tribunal vale vista a la orden del Tribunal por 10% del mínimo, el que se recupere en sábado deberá ser presentado el día hábil anterior. Saldo de precio deberá consignarse dentro de 5° día de efectuada la subasta. Postor deberá tener activa su Clave Única del Estado. Gastos serán cargo subastador. Bases y antecedentes autos 'Banco Santander / Valenzuela', C-2244-2022. Ejecutivo. Secretario. [1560, 1116, 1779, 1333]
category-code: 1616 [373, 128, 429, 156]
notice-body: Letras de Los Ángeles, Valdivia N° 123 - Los Ángeles, en causa Rol C-4808-2023, se rematará por videoconferencia, mediante plataforma zoom, con el siguiente link de acceso https://zoom.us/j/98240043382, el 26 de agosto de 2025, a las 12:00 horas, el Lote B, del Plano de Subdivisión de un retazo de terreno de mas o menos cinco hectáreas, ubicado en la comuna de Quilleco, superficie de 1,50 hectáreas y los siguientes deslindes: Norte, en 167 m con camino público a Antuco; Sur, en 173 m con Rosa Rodríguez Soto; Este, en 103,90 m con Lote C y 21 m con Julio Cabezas Muñoz; y Oeste, en 55,30 m con Lote A. Dominio a fojas 2819 número 2693 del Registro de Propiedad del Conservador de Bienes Raíces de Los Ángeles del año 2021. Mí- [610, 1657, 830, 1819]
classified-notice [1085, 888, 1305, 1333]
classified-notice [1322, 1333, 1542, 1398]
notice-heading: ANTE EL 2° JUZGADO CIVIL SAN MI- [610, 1061, 773, 1071]
notice-body: Civil de Santiago, Huérfanos 1409, 15° Piso, el día 26 de Agosto de 2025, a las 14:30 horas, se rematarán los inmuebles correspondientes al Departamento número doscientos uno del segundo piso y el Estacionamiento número veinticinco en conjunto con la Bodega número treinta ambos del subterráneo, del Edificio Sur, ubicado en Avenida Ricardo Lyon número dos mil cincuenta, Comuna de Providencia, Región Metropolitana, de acuerdo al plano archivado bajo el número 136 sus láminas respectivas; y derechos en proporción al valor de lo adquirido en unión de los otros adquirentes en los bienes comunes entre los cuales se encuentra el terreno, inscrito a fojas 52.109 N° 72.477 en el Registro de Propiedad del Conservador de Bienes Raíces de Santiago, año 2020. Mínima subasta será la suma de $ 93.298.058.- Toda persona que tenga intención de participar como postor en la subasta, deberá contar con los medios tecnológicos y de conexión necesaria para participar, debiendo señalar en forma clara un correo electrónico y un número de teléfono de contacto. Cada postor, con excepción de la parte ejecutante y el acreedor hipotecario si lo hubiere, para participar en la subasta deberá constituir garantía suficiente al menos por el 10% del precio mínimo a través de Vale Vista a nombre del Primer Juzgado Civil de Santiago, Rol Único Tributario N° 60.306.001-6, el cual deberá ser entregado a más tardar, a las 14:00 horas, del día hábil anterior a la subasta, siendo carga de cada interesado dar estricto cumplimiento a lo dispuesto en el artículo 6° del auto acordado 263-2021 de la Excma. Corte Suprema. Precio deberá ser pagado dentro quinto día hábil. Para la devolución y endoso de los vales vistas a aquellos postores que no participaron en la subasta, se informa que dichos trámites se podrán realizar a contar del día hábil siguiente de verificado el remate. El acta de remate deberá firmarse personalmente el mismo día de la subasta o a más tardar al día siguiente hábil, sólo quedan exceptuados de dicha exigencia aquellos participantes que cuenten con firma electrónica avanzada. La Subasta se llevará a efecto mediante videoconferencia por la plataforma Zoom, debiendo los postores e interesados ingresar través del siguiente enlace: https://zoom.us/j/7903673329/ ID Reunión: 7903673329, con una anticipación de 5 minutos previo a la hora fijada. Bases y antecedentes en juicio 'Banco Santander-Chile con Fuenzalida', Rol N° C-20.364-2023. Secretaría. [136, 866, 356, 1387]
column-header [1085, 126, 1305, 159]
notice-body: vil Santiago, Huérfanos 1409, se subastará el día 25 de agosto de 2025, a las 13:00 horas, por videoconferencia, Plataforma Zoom, sala virtual de remates del tribunal, ID: 4184423280, inmueble Ubicado en Pasaje Dos - Diego Dublí Urrutia Número Dos Mil Ciento Noventa y Nueve, que corresponde al Sitio Nu- [1560, 1343, 1779, 1419]
classified-notice [848, 163, 1068, 315]
text-column [1322, 163, 1542, 1976]
classified-notice [373, 422, 593, 922]
classified-notice [610, 205, 830, 672]
column-header [1322, 126, 1542, 159]
notice-body: guel, Salvador Allende N° 1180, 2° piso, San Miguel. El 28 de agosto de 2025, a las 15:00 horas, se rematará, a través de videoconferencia plataforma Zoom, atendido lo dispuesto en Acta 13-2021 de la Excma. Corte Suprema, dictada el 11 de enero de 2021, que contiene Auto Acordado para remates judiciales de bienes inmuebles mediante uso de videoconferencia en tribunales, inmueble correspondiente a departamento número quinientos tres, del quinto piso, rol de avalúo número 4665-222; y la bodega número sesenta y tres, del primer piso, rol de avalúo número 4665-92, ambos del edificio que tiene su acceso por calle Monja Alférez número cuatro mil setecientos cincuenta y siete, construido en el lote resultante de la fusión de los predios de calle Márquez de Ovando, ex San Javier, número mil quinientos cincuenta y uno y mil quinientos cincuenta y nueve, comuna San Miguel y derechos proporcionales en los bienes comunes, inscrito a nombre de inversiones e Inmobiliaria Kerber SpA, con respecto a la nuda propiedad, a fojas 15699 vta. número 14529 en el Registro de Propiedad del Conservador de Bienes Raíces de San Miguel, correspondiente al año 2018, y de Sociedad de Inversiones Los Monjes SpA, con respecto del usufructo, inscrito a fojas 3881 vta número 3068 en el Registro de Hipotecas y Gravámenes del Conservador de Bienes Raíces de San Miguel, correspondiente al año 2019. La propiedad plena de estos inmuebles, que comprende la nuda propiedad y el usufructo, se rematarán como un solo todo, como especie o cuerpo cierto, en el estado en que se encuentran a la fecha de la subasta, con todos sus usos, derechos, costumbres y servidumbres. El Mínimo subasta será la suma de $ 195.451.373.- pesos precio pagadero contado quinto día hábil efectuado subasta. Los interesados en participar deberán rendir garantía 10% del mínimo fijado, presentando cupón de pago de Banco Estado en cuenta corriente del Tribunal con 72 horas de anticipación al día y hora fijado para el remate y enviar al correo jc2_sanmiguel_remates@pjud.cl Enviando comprobante de haber consignado garantía para participar en la subasta, indicando individualización, rol de la causa, correo electrónico y número telefónico con la finalidad de recibir link con la invitación a la videoconferencia y ser contactado. No se acepta otro medio para constituir garantía, como tampoco transferencia electrónica. Todo interesado en participar como postor deberá tener su clave única del Estado activada. Interesados deben disponer de los elementos tecnológicos y de conexión necesarios. Demás bases y antecedentes en Secretaría causa Rol C-2542-2021, juicio ejecutivo caratulado 'Banco Santander - Chile con Inversiones e Inmobiliaria Kerber SpA'. [610, 1061, 830, 1647]
notice-heading: REMATE; 05° JUZGADO CIVIL SAN- [1322, 553, 1504, 563]
classified-notice [610, 1657, 830, 1820]
notice-heading: REMATE: ANTE PRIMER JUZGADO [136, 866, 319, 877]
notice-heading: REMATE: 4° JUZGADO CIVIL SAN- [1085, 314, 1239, 324]
classified-notice [136, 163, 356, 630]
text-column [610, 163, 830, 1976]
category-code: 1616 [848, 128, 904, 156]
notice-heading: REMATE. QUINTO JUZGADO CIVIL [1085, 888, 1267, 898]
